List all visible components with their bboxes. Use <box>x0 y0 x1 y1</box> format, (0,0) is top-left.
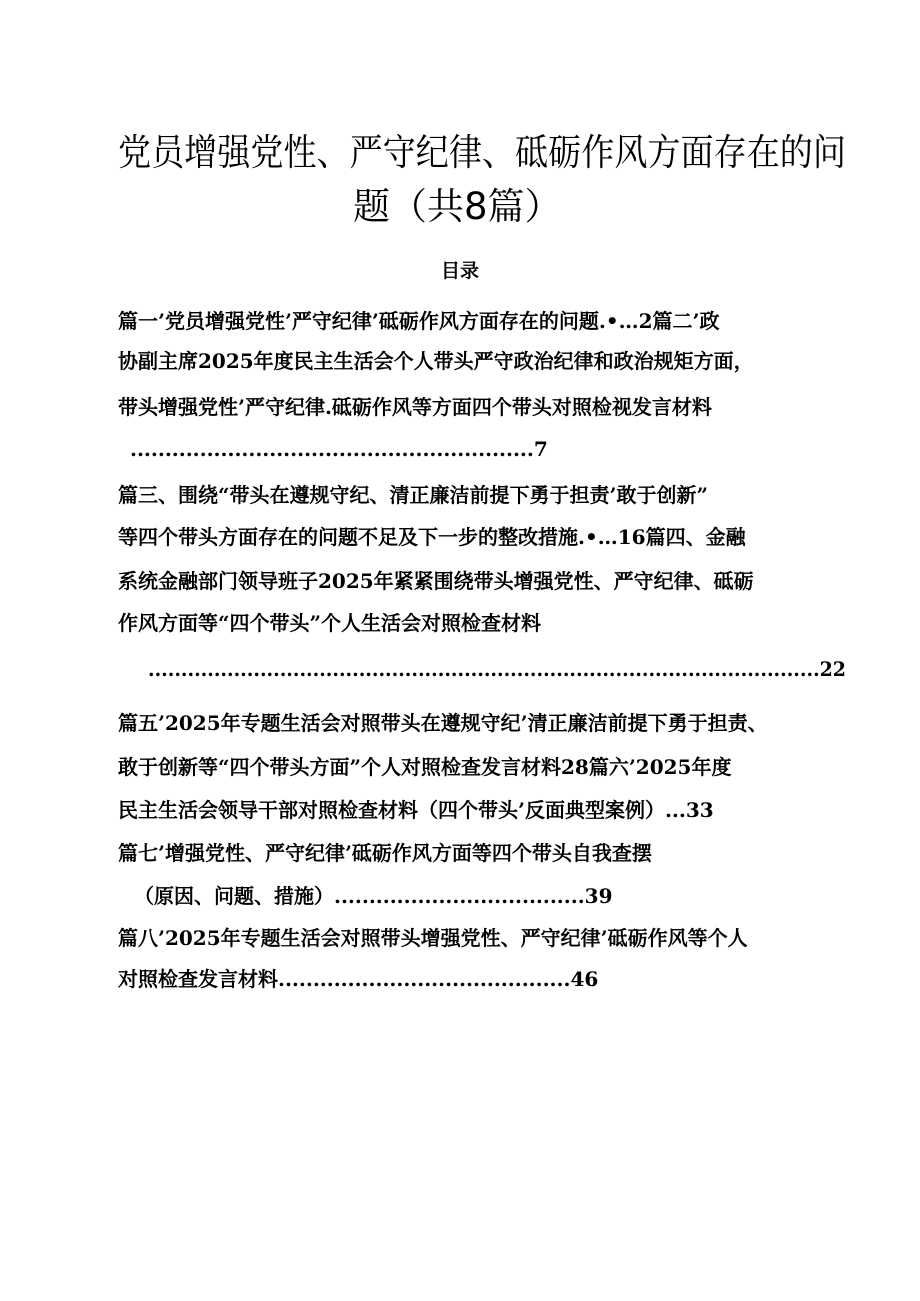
toc-line: （原因、问题、措施）....................................39 <box>134 884 613 908</box>
toc-line: 篇七’增强党性、严守纪律’砥砺作风方面等四个带头自我查摆 <box>118 841 652 865</box>
title-line-2: 题（共8篇） <box>353 185 562 228</box>
toc-line: 等四个带头方面存在的问题不足及下一步的整改措施.•…16篇四、金融 <box>118 525 746 549</box>
toc-line: ..........................................................7 <box>130 437 548 461</box>
title-line-1: 党员增强党性、严守纪律、砥砺作风方面存在的问 <box>118 131 846 174</box>
toc-line: 篇一’党员增强党性’严守纪律’砥砺作风方面存在的问题.•…2篇二’政 <box>118 309 720 333</box>
toc-line: 篇八’2025年专题生活会对照带头增强党性、严守纪律’砥砺作风等个人 <box>118 926 748 950</box>
toc-line: ......................................................................................................22 <box>148 657 846 681</box>
toc-line: 篇五’2025年专题生活会对照带头在遵规守纪’清正廉洁前提下勇于担责、 <box>118 711 768 735</box>
toc-line: 对照检查发言材料..........................................46 <box>118 967 599 991</box>
toc-line: 作风方面等“四个带头”个人生活会对照检查材料 <box>118 611 542 635</box>
toc-line: 协副主席2025年度民主生活会个人带头严守政治纪律和政治规矩方面， <box>118 349 754 373</box>
toc-line: 民主生活会领导干部对照检查材料（四个带头’反面典型案例）...33 <box>118 798 714 822</box>
toc-heading: 目录 <box>440 260 479 282</box>
toc-line: 系统金融部门领导班子2025年紧紧围绕带头增强党性、严守纪律、砥砺 <box>118 569 754 593</box>
toc-line: 敢于创新等“四个带头方面”个人对照检查发言材料28篇六’2025年度 <box>118 755 732 779</box>
toc-line: 带头增强党性’严守纪律.砥砺作风等方面四个带头对照检视发言材料 <box>118 395 712 419</box>
toc-line: 篇三、围绕“带头在遵规守纪、清正廉洁前提下勇于担责’敢于创新” <box>118 483 708 507</box>
